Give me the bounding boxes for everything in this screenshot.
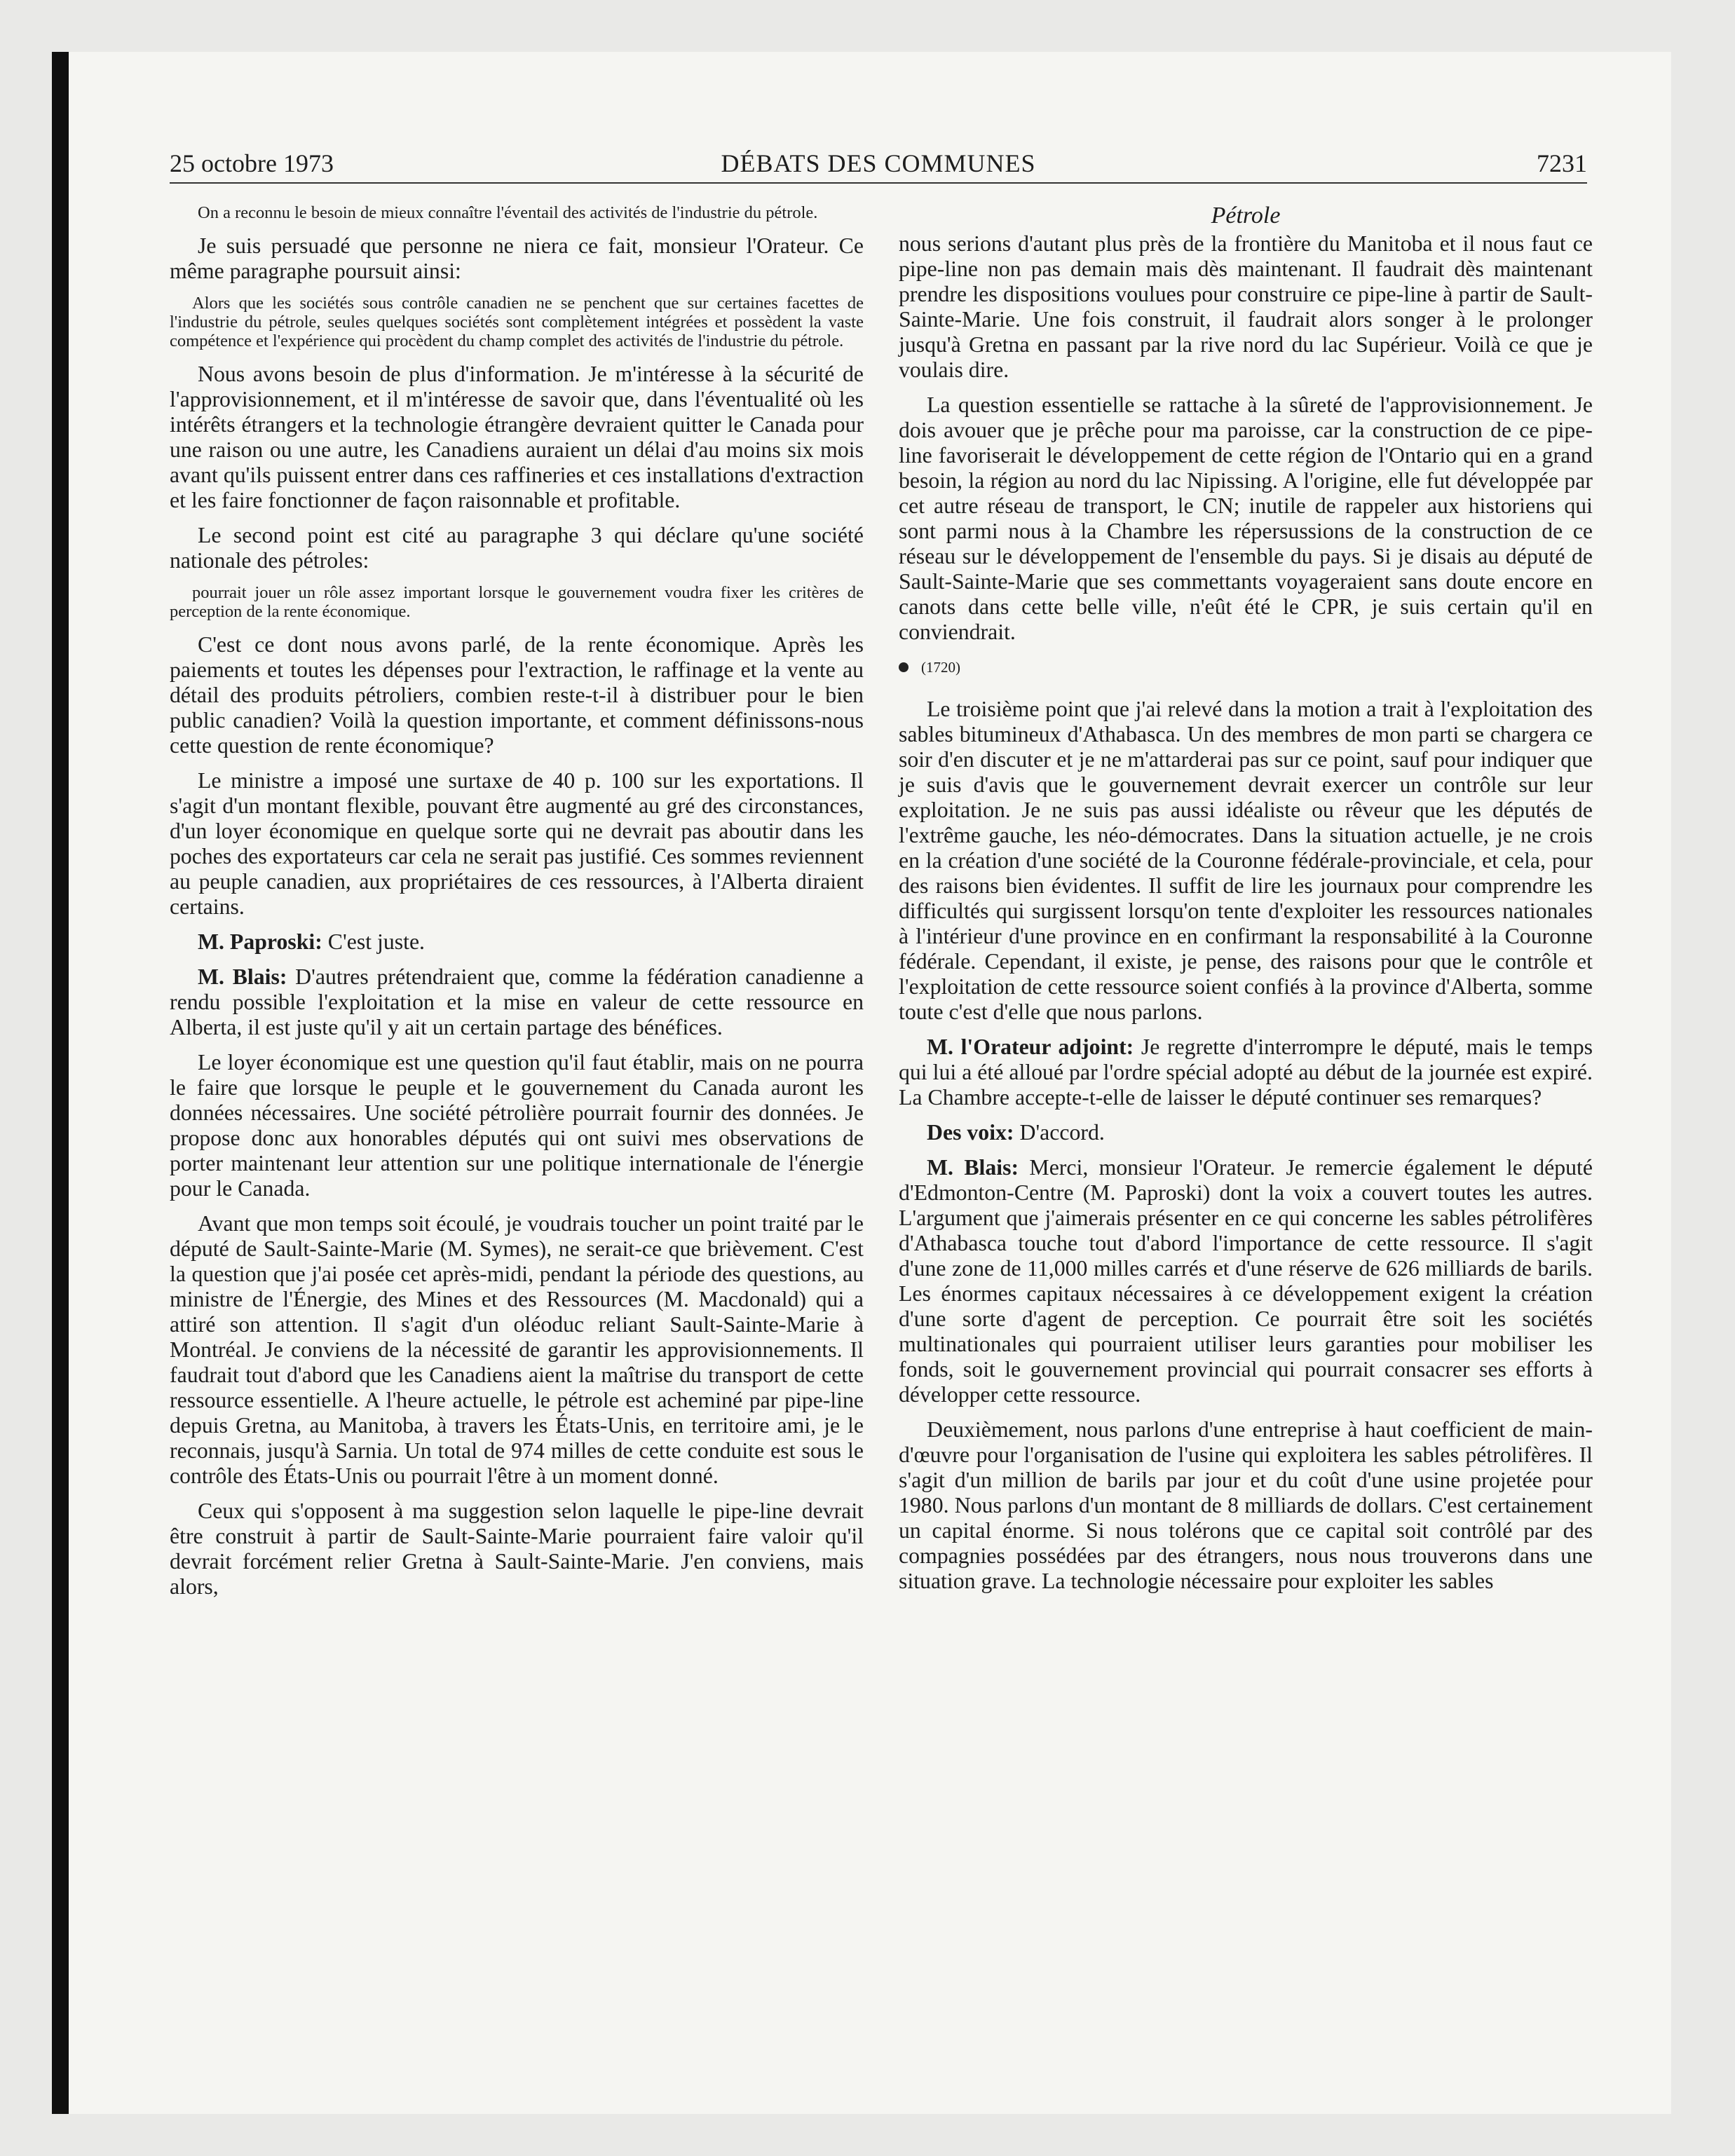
speaker-name: M. Blais: — [198, 964, 287, 989]
body-paragraph: Ceux qui s'opposent à ma suggestion selon laquelle le pipe-line devrait être construit à partir de Sault-Sainte-Marie pourraient faire valoir qu'il devrait forcément relier Gretna à Sault-Sainte-Marie. J'en conviens, mais alors, — [170, 1499, 864, 1599]
scan-edge-shadow — [52, 52, 69, 2114]
quote-paragraph: On a reconnu le besoin de mieux connaître l'éventail des activités de l'industrie du pétrole. — [198, 203, 818, 222]
body-paragraph: C'est ce dont nous avons parlé, de la rente économique. Après les paiements et toutes les dépenses pour l'extraction, le raffinage et la vente au détail des produits pétroliers, combien reste-t-il à distribuer pour le bien public canadien? Voilà la question importante, et comment définissons-nous cette question de rente économique? — [170, 632, 864, 758]
speaker-paragraph — [170, 929, 864, 955]
speaker-text: D'accord. — [1014, 1120, 1105, 1145]
header-rule — [170, 182, 1587, 184]
speaker-text: C'est juste. — [322, 929, 426, 954]
speaker-paragraph — [899, 1120, 1593, 1145]
topic-heading: Pétrole — [1211, 203, 1281, 228]
speaker-text: D'autres prétendraient que, comme la fédération canadienne a rendu possible l'exploitation et la mise en valeur de cette ressource en Alberta, il est juste qu'il y ait un certain partage des bénéfices. — [170, 964, 864, 1039]
speaker-paragraph — [899, 1035, 1593, 1110]
body-paragraph: Le second point est cité au paragraphe 3 qui déclare qu'une société nationale des pétroles: — [170, 523, 864, 573]
speaker-paragraph — [899, 1155, 1593, 1407]
speaker-text: Merci, monsieur l'Orateur. Je remercie également le député d'Edmonton-Centre (M. Paproski) dont la voix a couvert toutes les autres. L'argument que j'aimerais présenter en ce qui concerne les sables pétrolifères d'Athabasca touche tout d'abord l'importance de cette ressource. Il s'agit d'une zone de 11,000 milles carrés et d'une réserve de 626 milliards de barils. Les énormes capitaux nécessaires à ce développement exigent la création d'une sorte d'agent de perception. Ce pourrait être soit les sociétés multinationales qui pourraient utiliser leurs garanties pour mobiliser les fonds, soit le gouvernement provincial qui pourrait consacrer ses efforts à développer cette ressource. — [899, 1155, 1593, 1407]
body-paragraph: nous serions d'autant plus près de la frontière du Manitoba et il nous faut ce pipe-line non pas demain mais dès maintenant. Il faudrait dès maintenant prendre les dispositions voulues pour construire ce pipe-line à partir de Sault-Sainte-Marie. Une fois construit, il faudrait alors songer à le prolonger jusqu'à Gretna en passant par la rive nord du lac Supérieur. Voilà ce que je voulais dire. — [899, 231, 1593, 382]
bullet-icon — [899, 662, 909, 672]
speaker-name: M. Paproski: — [198, 929, 322, 954]
right-column — [899, 203, 1593, 1604]
header-page-number: 7231 — [1537, 149, 1587, 177]
left-column — [170, 203, 864, 1609]
speaker-text: Je regrette d'interrompre le député, mais le temps qui lui a été alloué par l'ordre spécial adopté au début de la journée est expiré. La Chambre accepte-t-elle de laisser le député continuer ses remarques? — [899, 1035, 1593, 1110]
body-paragraph: Avant que mon temps soit écoulé, je voudrais toucher un point traité par le député de Sault-Sainte-Marie (M. Symes), ne serait-ce que brièvement. C'est la question que j'ai posée cet après-midi, pendant la période des questions, au ministre de l'Énergie, des Mines et des Ressources (M. Macdonald) qui a attiré son attention. Il s'agit d'un oléoduc reliant Sault-Sainte-Marie à Montréal. Je conviens de la nécessité de garantir les approvisionnements. Il faudrait tout d'abord que les Canadiens aient la maîtrise du transport de cette ressource essentielle. A l'heure actuelle, le pétrole est acheminé par pipe-line depuis Gretna, au Manitoba, à travers les États-Unis, en territoire ami, je le reconnais, jusqu'à Sarnia. Un total de 974 milles de cette conduite est sous le contrôle des États-Unis ou pourrait l'être à un moment donné. — [170, 1211, 864, 1488]
speaker-name: M. l'Orateur adjoint: — [927, 1035, 1134, 1059]
time-marker — [899, 655, 1593, 680]
speaker-name: M. Blais: — [927, 1155, 1019, 1180]
page-header — [170, 149, 1587, 182]
quote-paragraph: pourrait jouer un rôle assez important lorsque le gouvernement voudra fixer les critères de perception de la rente économique. — [170, 583, 864, 621]
body-paragraph: Le ministre a imposé une surtaxe de 40 p. 100 sur les exportations. Il s'agit d'un montant flexible, pouvant être augmenté au gré des circonstances, d'un loyer économique en quelque sorte qui ne devrait pas aboutir dans les poches des exportateurs car cela ne serait pas justifié. Ces sommes reviennent au peuple canadien, aux propriétaires de ces ressources, à l'Alberta diraient certains. — [170, 768, 864, 919]
body-paragraph: Le troisième point que j'ai relevé dans la motion a trait à l'exploitation des sables bitumineux d'Athabasca. Un des membres de mon parti se chargera ce soir d'en discuter et je ne m'attarderai pas sur ce point, sauf pour indiquer que je suis d'avis que le gouvernement devrait exercer un contrôle sur leur exploitation. Je ne suis pas aussi idéaliste ou rêveur que les députés de l'extrême gauche, les néo-démocrates. Dans la situation actuelle, je ne crois en la création d'une société de la Couronne fédérale-provinciale, et cela, pour des raisons bien évidentes. Il suffit de lire les journaux pour comprendre les difficultés qui surgissent lorsqu'on tente d'exploiter les ressources nationales à l'intérieur d'une province en en confirmant la responsabilité à la Couronne fédérale. Cependant, il existe, je pense, des raisons pour que le contrôle et l'exploitation de cette ressource soient confiés à la province d'Alberta, somme toute c'est d'elle que nous parlons. — [899, 697, 1593, 1024]
body-paragraph: Le loyer économique est une question qu'il faut établir, mais on ne pourra le faire que lorsque le peuple et le gouvernement du Canada auront les données nécessaires. Une société pétrolière pourrait fournir des données. Je propose donc aux honorables députés qui ont suivi mes observations de porter maintenant leur attention sur une politique internationale de l'énergie pour le Canada. — [170, 1050, 864, 1201]
header-title: DÉBATS DES COMMUNES — [721, 149, 1036, 177]
header-date: 25 octobre 1973 — [170, 149, 334, 177]
body-paragraph: Nous avons besoin de plus d'information. Je m'intéresse à la sécurité de l'approvisionnement, et il m'intéresse de savoir que, dans l'éventualité où les intérêts étrangers et la technologie étrangère devraient quitter le Canada pour une raison ou une autre, les Canadiens auraient un délai d'au moins six mois avant qu'ils puissent entrer dans ces raffineries et ces installations d'extraction et les faire fonctionner de façon raisonnable et profitable. — [170, 362, 864, 512]
speaker-name: Des voix: — [927, 1120, 1014, 1145]
body-paragraph: Deuxièmement, nous parlons d'une entreprise à haut coefficient de main-d'œuvre pour l'organisation de l'usine qui exploitera les sables pétrolifères. Il s'agit d'un million de barils par jour et du coût d'une usine projetée pour 1980. Nous parlons d'un montant de 8 milliards de dollars. C'est certainement un capital énorme. Si nous tolérons que ce capital soit contrôlé par des compagnies possédées par des étrangers, nous nous trouverons dans une situation grave. La technologie nécessaire pour exploiter les sables — [899, 1417, 1593, 1593]
body-paragraph: La question essentielle se rattache à la sûreté de l'approvisionnement. Je dois avouer que je prêche pour ma paroisse, car la construction de ce pipe-line favoriserait le développement de cette région de l'Ontario qui en a grand besoin, la région au nord du lac Nipissing. A l'origine, elle fut développée par cet autre réseau de transport, le CN; inutile de rappeler aux historiens qui sont parmi nous à la Chambre les répersussions de la construction de ce réseau sur le développement de l'ensemble du pays. Si je disais au député de Sault-Sainte-Marie que ses commettants voyageraient sans doute encore en canots dans cette belle ville, n'eût été le CPR, je suis certain qu'il en conviendrait. — [899, 393, 1593, 644]
body-paragraph: Je suis persuadé que personne ne niera ce fait, monsieur l'Orateur. Ce même paragraphe poursuit ainsi: — [170, 233, 864, 283]
speaker-paragraph — [170, 964, 864, 1040]
quote-paragraph: Alors que les sociétés sous contrôle canadien ne se penchent que sur certaines facettes de l'industrie du pétrole, seules quelques sociétés sont complètement intégrées et possèdent la vaste compétence et l'expérience qui procèdent du champ complet des activités de l'industrie du pétrole. — [170, 294, 864, 350]
time-marker-label: (1720) — [921, 659, 960, 676]
